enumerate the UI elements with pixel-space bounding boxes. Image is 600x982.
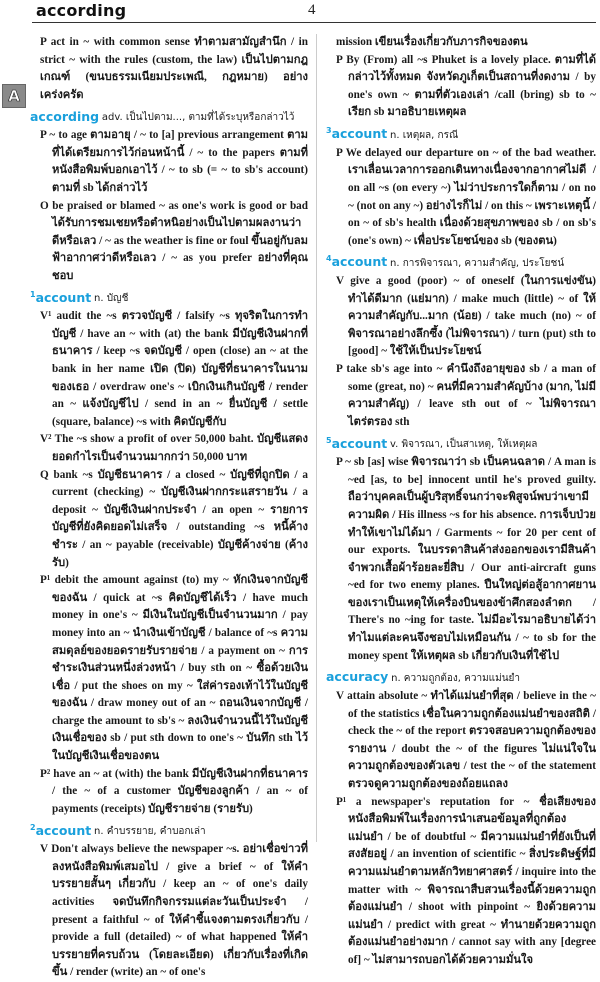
sense: P ~ to age ตามอายุ / ~ to [a] previous arrangement ตามที่ได้เตรียมการไว้ก่อนหน้านี้ / ~ to the papers ตามที่หนังสือพิมพ์บอกเอาไว้ / ~ to sb (= ~ to sb's account) ตามที่ sb ได้กล่าวไว้ [40, 129, 308, 194]
part-of-speech: n. บัญชี [94, 293, 129, 305]
column-divider [316, 34, 317, 842]
entry-account-5 [326, 431, 596, 665]
entry-head [326, 665, 596, 688]
sense: V give a good (poor) ~ of oneself (ในการแข่งขัน) ทำได้ดีมาก (แย่มาก) / make much (little) ~ of ให้ความสำคัญกับ...มาก (น้อย) / take much (no) ~ of พิจารณาอย่างลึกซึ้ง (ไม่พิจารณา) / turn (put) sth to [good] ~ ใช้ให้เป็นประโยชน์ [336, 275, 596, 358]
page-number: 4 [308, 2, 316, 18]
running-head: according [36, 1, 127, 20]
sense: P² have an ~ at (with) the bank มีบัญชีเงินฝากที่ธนาคาร / the ~ of a customer บัญชีของลูกค้า / an ~ of payments (receipts) บัญชีรายจ่าย (รายรับ) [40, 767, 308, 815]
sense: V attain absolute ~ ทำได้แม่นยำที่สุด / believe in the ~ of the statistics เชื่อในความถูกต้องแม่นยำของสถิติ / check the ~ of the report ตรวจสอบความถูกต้องของรายงาน / doubt the ~ of the figures ไม่แน่ใจในความถูกต้องของตัวเลข / test the ~ of the statement ตรวจดูความถูกต้องของถ้อยแถลง [336, 690, 596, 790]
sense: V Don't always believe the newspaper ~s. อย่าเชื่อข่าวที่ลงหนังสือพิมพ์เสมอไป / give a brief ~ of ให้คำบรรยายสั้นๆ เกี่ยวกับ / keep an ~ of one's daily activities จดบันทึกกิจกรรมแต่ละวันเป็นประจำ / present a faithful ~ of ให้คำชี้แจงตามตรงเกี่ยวกับ / provide a full (detailed) ~ of what happened ให้คำบรรยายที่ครบถ้วน (โดยละเอียด) เกี่ยวกับเรื่องที่เกิดขึ้น / render (write) an ~ of one's [40, 843, 308, 979]
sense: P¹ debit the amount against (to) my ~ หักเงินจากบัญชีของฉัน / quick at ~s คิดบัญชีได้เร็ว / have much money in one's ~ มีเงินในบัญชีเป็นจำนวนมาก / pay money into an ~ นำเงินเข้าบัญชี / balance of ~s ความสมดุลย์ของยอดรายรับรายจ่าย / a payment on ~ การชำระเงินส่วนหนึ่งล่วงหน้า / buy sth on ~ ซื้อด้วยเงินเชื่อ / put the shoes on my ~ ใส่ค่ารองเท้าไว้ในบัญชีของฉัน / draw money out of an ~ ถอนเงินจากบัญชี / charge the amount to sb's ~ ลงเงินจำนวนนี้ไว้ในบัญชีเงินเชื่อของ sb / put sth down to one's ~ บันทึก sth ไว้ในบัญชีเงินเชื่อของตน [40, 574, 308, 763]
entry-head [326, 250, 596, 273]
entry-account-4 [326, 250, 596, 431]
part-of-speech: n. คำบรรยาย, คำบอกเล่า [94, 826, 206, 838]
part-of-speech: n. เหตุผล, กรณี [390, 130, 459, 142]
part-of-speech: adv. เป็นไปตาม..., ตามที่ได้ระบุหรือกล่าวไว้ [101, 112, 295, 124]
sense: P We delayed our departure on ~ of the bad weather. เราเลื่อนเวลาการออกเดินทางเนื่องจากอากาศไม่ดี / on all ~s (on every ~) ไม่ว่าประการใดก็ตาม / on no ~ (not on any ~) อย่างไรก็ไม่ / on this ~ เพราะเหตุนี้ / on ~ of sb's health เนื่องด้วยสุขภาพของ sb / on sb's (one's own) ~ เพื่อประโยชน์ของ sb (ของตน) [336, 146, 596, 247]
left-column [30, 34, 308, 982]
headword: $^3$account [326, 125, 388, 142]
headword: $^1$account [30, 289, 92, 305]
page-header [32, 0, 596, 23]
sense: P By (From) all ~s Phuket is a lovely place. ตามที่ได้กล่าวไว้ทั้งหมด จังหวัดภูเก็ตเป็นสถานที่งดงาม / by one's own ~ ตามที่ตัวเองเล่า /call (bring) sb to ~ เรียก sb มาอธิบายเหตุผล [336, 53, 596, 119]
sense: P ~ sb [as] wise พิจารณาว่า sb เป็นคนฉลาด / A man is ~ed [as, to be] innocent until he's proved guilty. ถือว่าบุคคลเป็นผู้บริสุทธิ์จนกว่าจะพิสูจน์พบว่าเขามีความผิด / His illness ~s for his absence. การเจ็บป่วยทำให้เขาไม่ได้มา / Garments ~ for 20 per cent of our exports. ในบรรดาสินค้าส่งออกของเรามีสินค้าจำพวกเสื้อผ้าร้อยละยี่สิบ / Our anti-aircraft guns ~ed for two enemy planes. ปืนใหญ่ต่อสู้อากาศยานของเราเป็นเหตุให้เครื่องบินของข้าศึกสองลำตก / There's no ~ing for taste. ไม่มีอะไรมาอธิบายได้ว่าทำไมแต่ละคนจึงชอบไม่เหมือนกัน / ~ to sb for the money spent ให้เหตุผล sb เกี่ยวกับเงินที่ใช้ไป [336, 456, 596, 662]
sense: V¹ audit the ~s ตรวจบัญชี / falsify ~s ทุจริตในการทำบัญชี / have an ~ with (at) the bank มีบัญชีเงินฝากที่ธนาคาร / keep ~s จดบัญชี / open (close) an ~ at the bank in her name เปิด (ปิด) บัญชีที่ธนาคารในนามของเธอ / overdraw one's ~ เบิกเงินเกินบัญชี / render an ~ แจ้งบัญชีไป / send in an ~ ยื่นบัญชี / settle (square, balance) ~s with คิดบัญชีกับ [40, 310, 308, 428]
entry-head [30, 104, 308, 127]
part-of-speech: n. การพิจารณา, ความสำคัญ, ประโยชน์ [390, 258, 565, 270]
thumb-index-tab[interactable]: A [2, 84, 26, 108]
headword: according [30, 108, 100, 124]
sense: P¹ a newspaper's reputation for ~ ชื่อเสียงของหนังสือพิมพ์ในเรื่องการนำเสนอข้อมูลที่ถูกต้องแม่นยำ / be of doubtful ~ มีความแม่นยำที่ยังเป็นที่สงสัยอยู่ / an invention of scientific ~ สิ่งประดิษฐ์ที่มีความแม่นยำตามหลักวิทยาศาสตร์ / inquire into the matter with ~ พิจารณาสืบสวนเรื่องนี้ด้วยความถูกต้องแม่นยำ / shoot with pinpoint ~ ยิงด้วยความแม่นยำ / predict with great ~ ทำนายด้วยความถูกต้องแม่นยำอย่างมาก / cannot say with any [degree of] ~ ไม่สามารถบอกได้ด้วยความมั่นใจ [336, 795, 596, 966]
right-column [326, 34, 596, 970]
entry-head [326, 431, 596, 454]
headword: accuracy [326, 669, 389, 685]
continued-text: P act in ~ with common sense ทำตามสามัญสำนึก / in strict ~ with the rules (custom, the law) เป็นไปตามกฎเกณฑ์ (ขนบธรรมเนียมประเพณี, กฎหมาย) อย่างเคร่งครัด [40, 36, 308, 101]
sense: O be praised or blamed ~ as one's work is good or bad ได้รับการชมเชยหรือตำหนิอย่างเป็นไปตามผลงานว่าดีหรือเลว / ~ as the weather is fine or foul ขึ้นอยู่กับลมฟ้าอากาศว่าดีหรือเลว / ~ as you prefer อย่างที่คุณชอบ [40, 199, 308, 282]
headword: $^2$account [30, 822, 92, 838]
headword: $^4$account [326, 254, 388, 270]
part-of-speech: n. ความถูกต้อง, ความแม่นยำ [391, 673, 521, 685]
sense: Q bank ~s บัญชีธนาคาร / a closed ~ บัญชีที่ถูกปิด / a current (checking) ~ บัญชีเงินฝากกระแสรายวัน / a deposit ~ บัญชีเงินฝากประจำ / an open ~ รายการบัญชีที่ยังคิดยอดไม่เสร็จ / outstanding ~s หนี้ค้างชำระ / an ~ payable (receivable) บัญชีค้างจ่าย (ค้างรับ) [40, 468, 308, 569]
sense: V² The ~s show a profit of over 50,000 baht. บัญชีแสดงยอดกำไรเป็นจำนวนมากกว่า 50,000 บาท [40, 433, 308, 463]
entry-head [30, 818, 308, 841]
sense: P take sb's age into ~ คำนึงถึงอายุของ sb / a man of some (great, no) ~ คนที่มีความสำคัญบ้าง (มาก, ไม่มีความสำคัญ) / leave sth out of ~ ไม่พิจารณาไตร่ตรอง sth [336, 363, 596, 428]
headword: $^5$account [326, 435, 388, 451]
entry-account-2 [30, 818, 308, 982]
entry-according [30, 104, 308, 285]
entry-account-3 [326, 122, 596, 250]
entry-accuracy [326, 665, 596, 969]
continued-text: mission เขียนเรื่องเกี่ยวกับภารกิจของตน [336, 36, 528, 48]
entry-head [30, 285, 308, 308]
entry-head [326, 122, 596, 145]
part-of-speech: v. พิจารณา, เป็นสาเหตุ, ให้เหตุผล [390, 439, 538, 451]
entry-account-1 [30, 285, 308, 818]
